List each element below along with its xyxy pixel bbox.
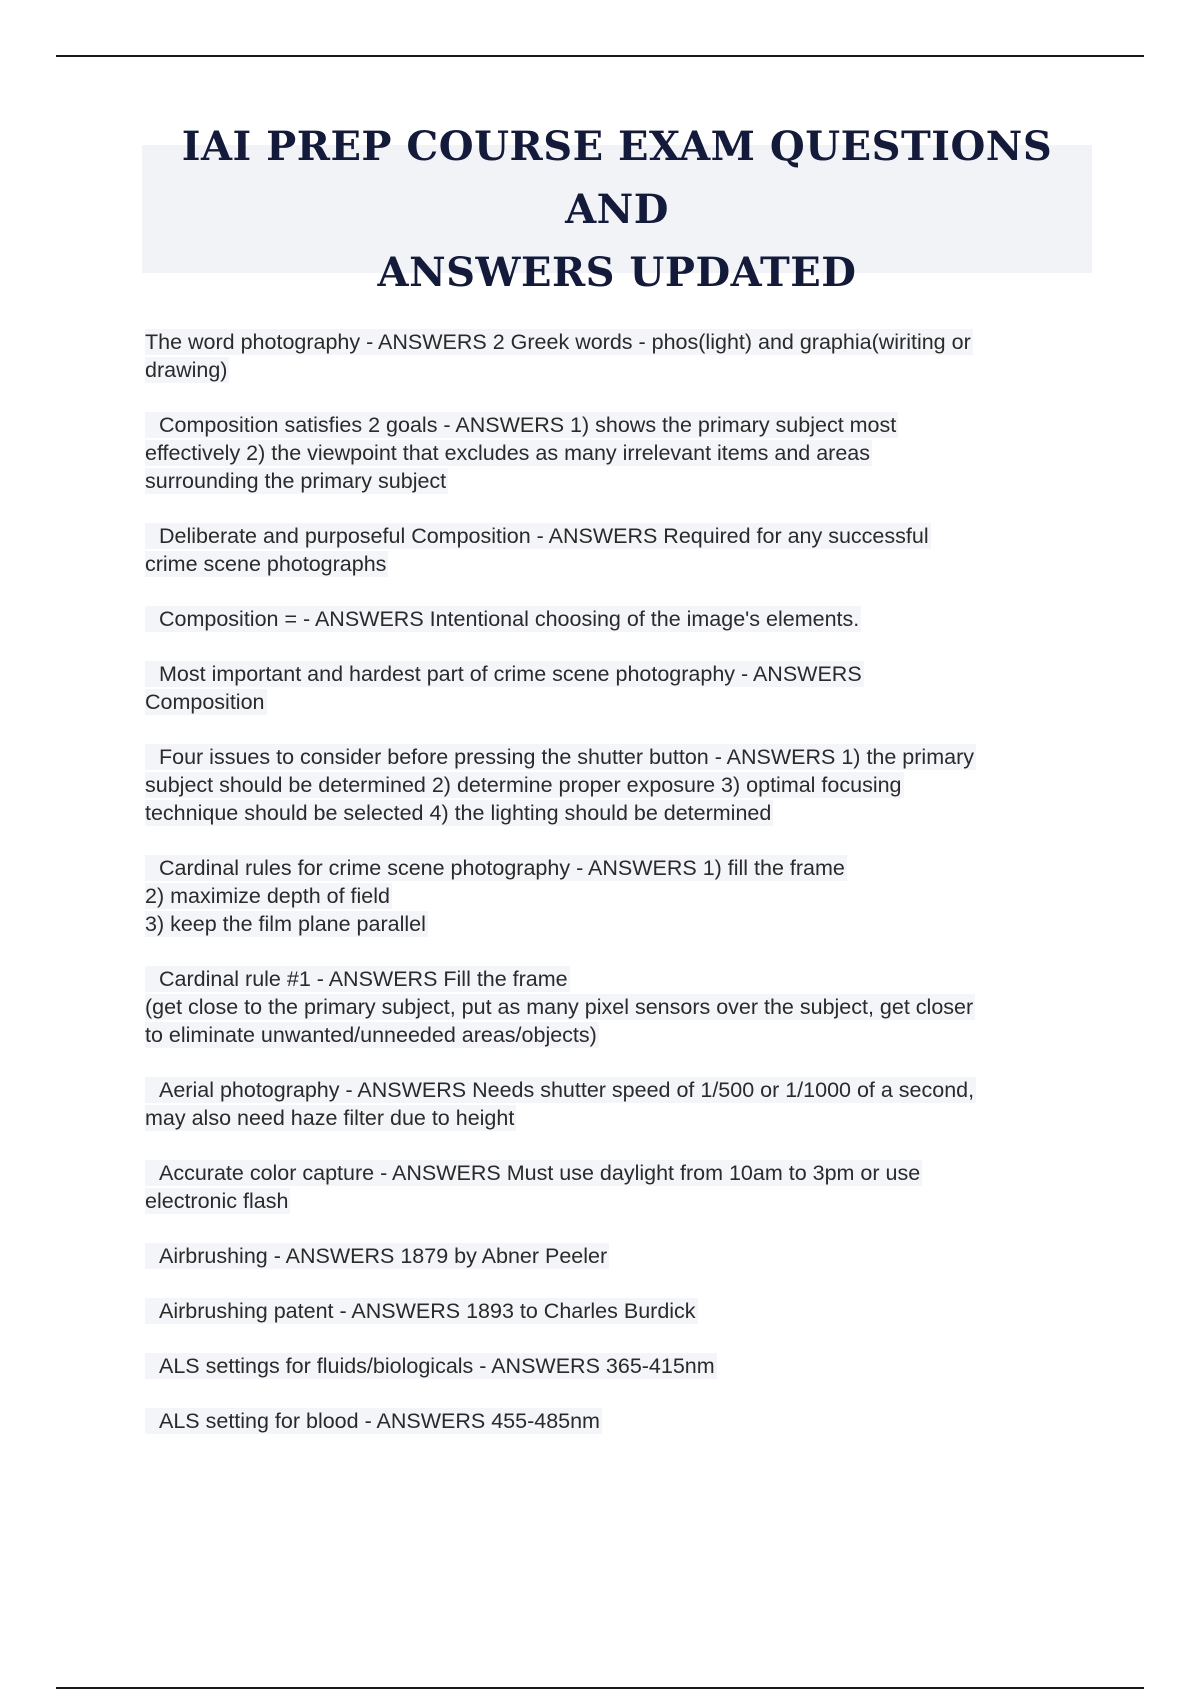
qa-line-text: Airbrushing patent - ANSWERS 1893 to Charles Burdick (145, 1298, 698, 1324)
document-title (142, 115, 1092, 304)
qa-item (145, 1407, 1085, 1435)
qa-item (145, 328, 1085, 384)
qa-line-text: technique should be selected 4) the lighting should be determined (145, 801, 772, 825)
qa-line-text: Composition satisfies 2 goals - ANSWERS 1) shows the primary subject most (145, 412, 898, 438)
qa-line (145, 910, 1085, 938)
qa-line-text: Four issues to consider before pressing the shutter button - ANSWERS 1) the primary (145, 744, 976, 770)
qa-list (145, 328, 1085, 1462)
qa-line (145, 1159, 1085, 1187)
qa-item (145, 743, 1085, 827)
qa-item (145, 1352, 1085, 1380)
qa-line-text: Cardinal rule #1 - ANSWERS Fill the frame (145, 966, 570, 992)
qa-item (145, 411, 1085, 495)
qa-line (145, 771, 1085, 799)
qa-line-text: ALS setting for blood - ANSWERS 455-485nm (145, 1408, 602, 1434)
qa-line-text: Most important and hardest part of crime scene photography - ANSWERS (145, 661, 864, 687)
qa-line (145, 356, 1085, 384)
qa-item (145, 522, 1085, 578)
qa-line (145, 605, 1085, 633)
title-line-1: IAI PREP COURSE EXAM QUESTIONS AND (181, 122, 1053, 233)
qa-item (145, 660, 1085, 716)
qa-line (145, 1297, 1085, 1325)
qa-item (145, 1242, 1085, 1270)
qa-line-text: effectively 2) the viewpoint that excludes as many irrelevant items and areas (145, 441, 870, 465)
qa-line-text: Cardinal rules for crime scene photography - ANSWERS 1) fill the frame (145, 855, 847, 881)
qa-line-text: Aerial photography - ANSWERS Needs shutter speed of 1/500 or 1/1000 of a second, (145, 1077, 976, 1103)
qa-line (145, 1076, 1085, 1104)
qa-line-text: ALS settings for fluids/biologicals - ANSWERS 365-415nm (145, 1353, 717, 1379)
qa-line (145, 965, 1085, 993)
qa-item (145, 965, 1085, 1049)
qa-line-text: Deliberate and purposeful Composition - ANSWERS Required for any successful (145, 523, 931, 549)
top-rule (56, 55, 1144, 57)
qa-line (145, 1242, 1085, 1270)
qa-line (145, 688, 1085, 716)
qa-line (145, 467, 1085, 495)
title-line-2: ANSWERS UPDATED (377, 248, 857, 296)
qa-line (145, 1104, 1085, 1132)
qa-line (145, 854, 1085, 882)
qa-item (145, 1159, 1085, 1215)
qa-line-text: surrounding the primary subject (145, 469, 447, 493)
qa-line-text: to eliminate unwanted/unneeded areas/objects) (145, 1023, 597, 1047)
qa-line (145, 1407, 1085, 1435)
qa-line-text: 3) keep the film plane parallel (145, 912, 426, 936)
qa-item (145, 1297, 1085, 1325)
qa-line-text: 2) maximize depth of field (145, 884, 390, 908)
qa-item (145, 854, 1085, 938)
qa-line (145, 328, 1085, 356)
title-banner (142, 122, 1092, 296)
qa-line (145, 882, 1085, 910)
qa-line-text: (get close to the primary subject, put as many pixel sensors over the subject, get closer (145, 995, 974, 1019)
qa-line-text: may also need haze filter due to height (145, 1106, 515, 1130)
qa-line (145, 799, 1085, 827)
qa-line (145, 550, 1085, 578)
qa-line-text: drawing) (145, 358, 228, 382)
qa-line (145, 439, 1085, 467)
bottom-rule (56, 1687, 1144, 1689)
qa-item (145, 605, 1085, 633)
qa-line-text: Composition = - ANSWERS Intentional choosing of the image's elements. (145, 606, 861, 632)
qa-line-text: Airbrushing - ANSWERS 1879 by Abner Peeler (145, 1243, 609, 1269)
qa-line (145, 1187, 1085, 1215)
qa-line-text: crime scene photographs (145, 552, 387, 576)
qa-line-text: Composition (145, 690, 265, 714)
qa-line (145, 993, 1085, 1021)
qa-line (145, 660, 1085, 688)
qa-line-text: electronic flash (145, 1189, 289, 1213)
qa-line (145, 743, 1085, 771)
qa-line (145, 1021, 1085, 1049)
qa-line-text: subject should be determined 2) determine proper exposure 3) optimal focusing (145, 773, 902, 797)
qa-line-text: The word photography - ANSWERS 2 Greek words - phos(light) and graphia(wiriting or (145, 330, 971, 354)
qa-line-text: Accurate color capture - ANSWERS Must use daylight from 10am to 3pm or use (145, 1160, 922, 1186)
qa-line (145, 411, 1085, 439)
qa-line (145, 522, 1085, 550)
qa-item (145, 1076, 1085, 1132)
qa-line (145, 1352, 1085, 1380)
